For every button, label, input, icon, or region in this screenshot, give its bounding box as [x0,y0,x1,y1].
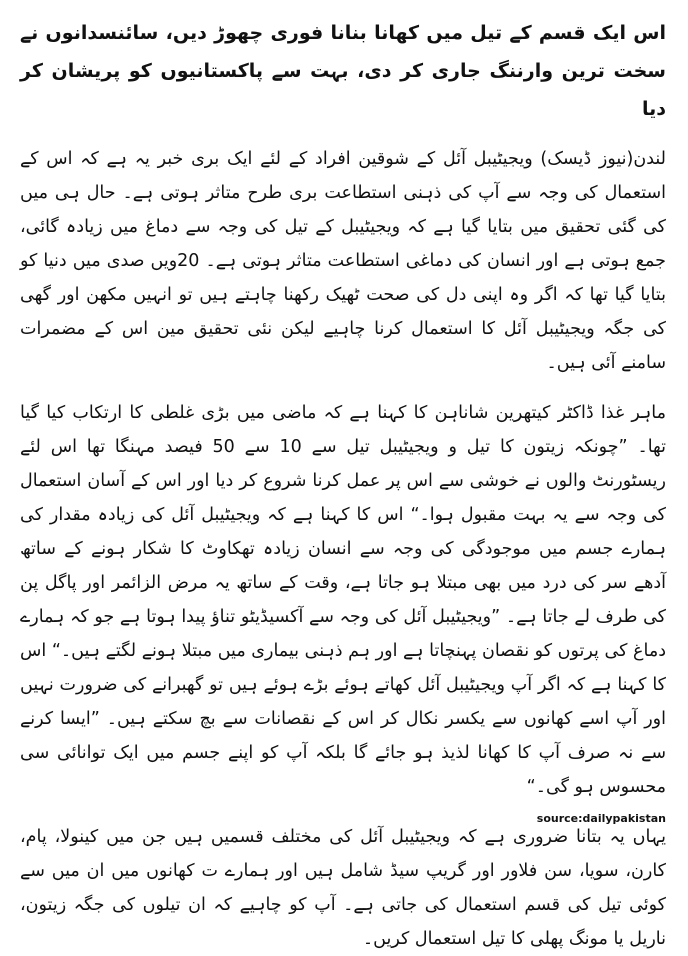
article-paragraph-2: ماہر غذا ڈاکٹر کیتھرین شاناہن کا کہنا ہے کہ ماضی میں بڑی غلطی کا ارتکاب کیا گیا تھا۔ ”چونکہ زیتون کا تیل و ویجیٹیبل تیل سے 10 سے 50 فیصد مہنگا تھا اس لئے ریسٹورنٹ والوں نے خوشی سے اس پر عمل کرنا شروع کر دیا اور اس کے آسان استعمال کی وجہ سے یہ بہت مقبول ہوا۔“ اس کا کہنا ہے کہ ویجیٹیبل آئل کی زیادہ مقدار کی ہمارے جسم میں موجودگی کی وجہ سے انسان زیادہ تھکاوٹ کا شکار ہونے کے ساتھ آدھے سر کی درد میں بھی مبتلا ہو جاتا ہے، وقت کے ساتھ یہ مرض الزائمر اور پاگل پن کی طرف لے جاتا ہے۔ ”ویجیٹیبل آئل کی وجہ سے آکسیڈیٹو تناؤ پیدا ہوتا ہے جو کہ ہمارے دماغ کی پرتوں کو نقصان پہنچاتا ہے اور ہم ذہنی بیماری میں مبتلا ہونے لگتے ہیں۔“ اس کا کہنا ہے کہ اگر آپ ویجیٹیبل آئل کھاتے ہوئے بڑے ہوئے ہیں تو گھبرانے کی ضرورت نہیں اور آپ اسے کھانوں سے یکسر نکال کر اس کے نقصانات سے بچ سکتے ہیں۔ ”ایسا کرنے سے نہ صرف آپ کا کھانا لذیذ ہو جائے گا بلکہ آپ کو اپنے جسم میں ایک توانائی سی محسوس ہو گی۔“ [20,403,666,797]
article-headline: اس ایک قسم کے تیل میں کھانا بنانا فوری چھوڑ دیں، سائنسدانوں نے سخت ترین وارننگ جاری کر دی، بہت سے پاکستانیوں کو پریشان کر دیا [20,22,666,120]
source-credit: source:dailypakistan [536,812,666,825]
article-paragraph-1: لندن(نیوز ڈیسک) ویجیٹیبل آئل کے شوقین افراد کے لئے ایک بری خبر یہ ہے کہ اس کے استعمال کی وجہ سے آپ کی ذہنی استطاعت بری طرح متاثر ہوتی ہے۔ حال ہی میں کی گئی تحقیق میں بتایا گیا ہے کہ ویجیٹیبل کے تیل کی وجہ سے دماغ میں زیادہ گائی، جمع ہوتی ہے اور انسان کی دماغی استطاعت متاثر ہوتی ہے۔ 20ویں صدی میں دنیا کو بتایا گیا تھا کہ اگر وہ اپنی دل کی صحت ٹھیک رکھنا چاہتے ہیں تو انہیں مکھن اور گھی کی جگہ ویجیٹیبل آئل کا استعمال کرنا چاہیے لیکن نئی تحقیق مین اس کے مضمرات سامنے آئی ہیں۔ [20,149,666,373]
article-paragraph-3: یہاں یہ بتانا ضروری ہے کہ ویجیٹیبل آئل کی مختلف قسمیں ہیں جن میں کینولا، پام، کارن، سویا، سن فلاور اور گریپ سیڈ شامل ہیں اور ہمارے ت کھانوں میں ان میں سے کوئی تیل کی قسم استعمال کی جاتی ہے۔ آپ کو چاہیے کہ ان تیلوں کی جگہ زیتون، ناریل یا مونگ پھلی کا تیل استعمال کریں۔ [20,827,666,949]
